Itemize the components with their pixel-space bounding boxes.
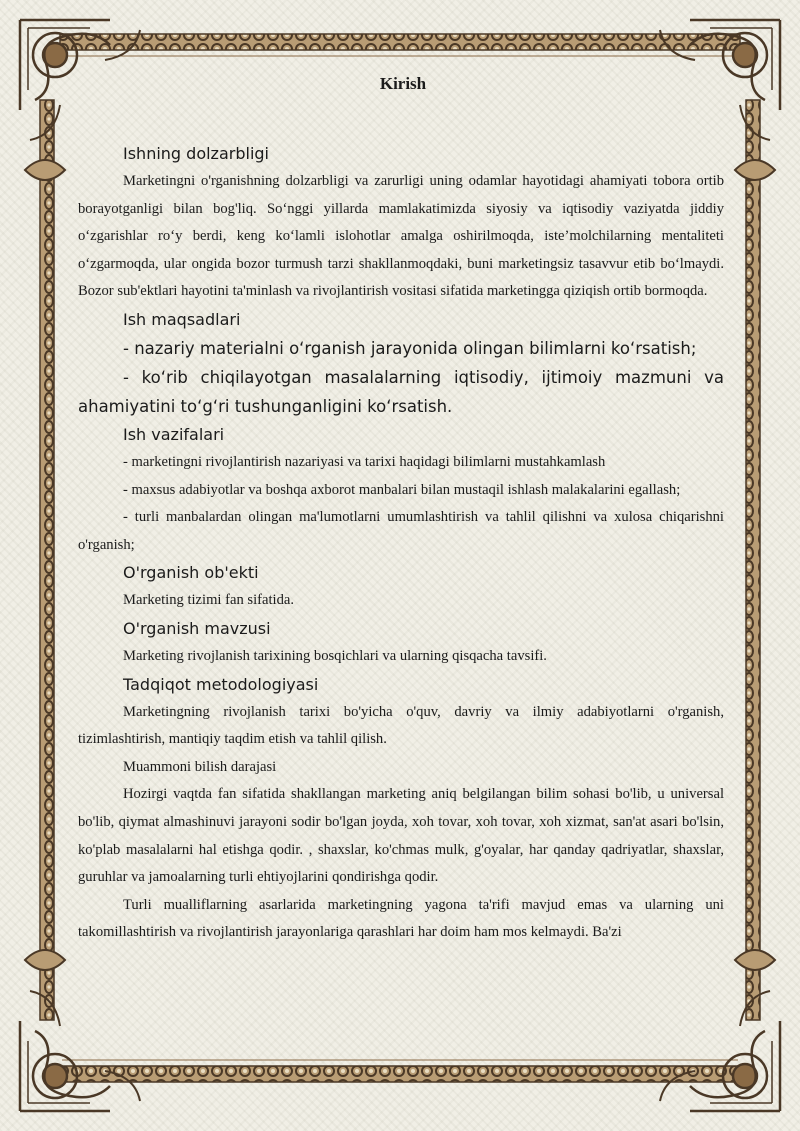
task-item-3: - turli manbalardan olingan ma'lumotlarni umumlashtirish va tahlil qilishni va xulosa chiqarishni o'rganish;: [78, 509, 724, 553]
goal-item-2: - ko‘rib chiqilayotgan masalalarning iqtisodiy, ijtimoiy mazmuni va ahamiyatini to‘g‘ri tushunganligini ko‘rsatish.: [78, 367, 724, 416]
task-item-1: - marketingni rivojlantirish nazariyasi va tarixi haqidagi bilimlarni mustahkamlash: [123, 453, 606, 470]
heading-object: O'rganish ob'ekti: [123, 563, 259, 583]
paragraph-methodology: Marketingning rivojlanish tarixi bo'yicha o'quv, davriy va ilmiy adabiyotlarni o'rganish, tizimlashtirish, mantiqiy taqdim etish va tahlil qilish.: [78, 703, 724, 748]
paragraph-definitions: Turli mualliflarning asarlarida marketingning yagona ta'rifi mavjud emas va ularning uni takomillashtirish va rivojlantirish jarayonlariga qarashlari har doim ham mos kelmaydi. Ba'zi: [78, 896, 724, 941]
paragraph-relevance: Marketingni o'rganishning dolzarbligi va zarurligi uning odamlar hayotidagi ahamiyati tobora ortib borayotganligi bilan bog'liq. So‘nggi yillarda mamlakatimizda siyosiy va iqtisodiy vaziyatda jiddiy o‘zgarishlar ro‘y berdi, keng ko‘lamli islohotlar amalga oshirilmoqda, iste’molchilarning mentaliteti o‘zgarmoqda, ular ongida bozor turmush tarzi shakllanmoqdaki, buni marketingsiz tasavvur etib bo‘lmaydi. Bozor sub'ektlari hayotini ta'minlash va rivojlantirish vositasi sifatida marketingga qiziqish ortib bormoqda.: [78, 173, 724, 300]
heading-relevance: Ishning dolzarbligi: [123, 144, 269, 163]
paragraph-object: Marketing tizimi fan sifatida.: [123, 592, 295, 609]
heading-knowledge-level: Muammoni bilish darajasi: [123, 758, 277, 775]
heading-tasks: Ish vazifalari: [123, 424, 225, 444]
page-title: Kirish: [379, 74, 427, 93]
document-body: [78, 72, 724, 1057]
heading-methodology: Tadqiqot metodologiyasi: [123, 674, 319, 694]
paragraph-knowledge-level: Hozirgi vaqtda fan sifatida shakllangan marketing aniq belgilangan bilim sohasi bo'lib, u universal bo'lib, qiymat almashinuvi jarayoni sodir bo'lgan joyda, xoh tovar, xoh tovar, xoh xizmat, san'at asari bo'lsin, ko'plab masalalarni hal etishga qodir. , shaxslar, ko'chmas mulk, g'oyalar, har qanday qadriyatlar, shaxslar, guruhlar va jamoalarning turli ehtiyojlarini qondirishga qodir.: [78, 786, 724, 886]
heading-subject: O'rganish mavzusi: [123, 618, 271, 638]
goal-item-1: - nazariy materialni o‘rganish jarayonida olingan bilimlarni ko‘rsatish;: [123, 338, 697, 358]
paragraph-subject: Marketing rivojlanish tarixining bosqichlari va ularning qisqacha tavsifi.: [123, 647, 547, 664]
heading-goals: Ish maqsadlari: [123, 309, 241, 329]
task-item-2: - maxsus adabiyotlar va boshqa axborot manbalari bilan mustaqil ishlash malakalarini egallash;: [123, 481, 681, 498]
